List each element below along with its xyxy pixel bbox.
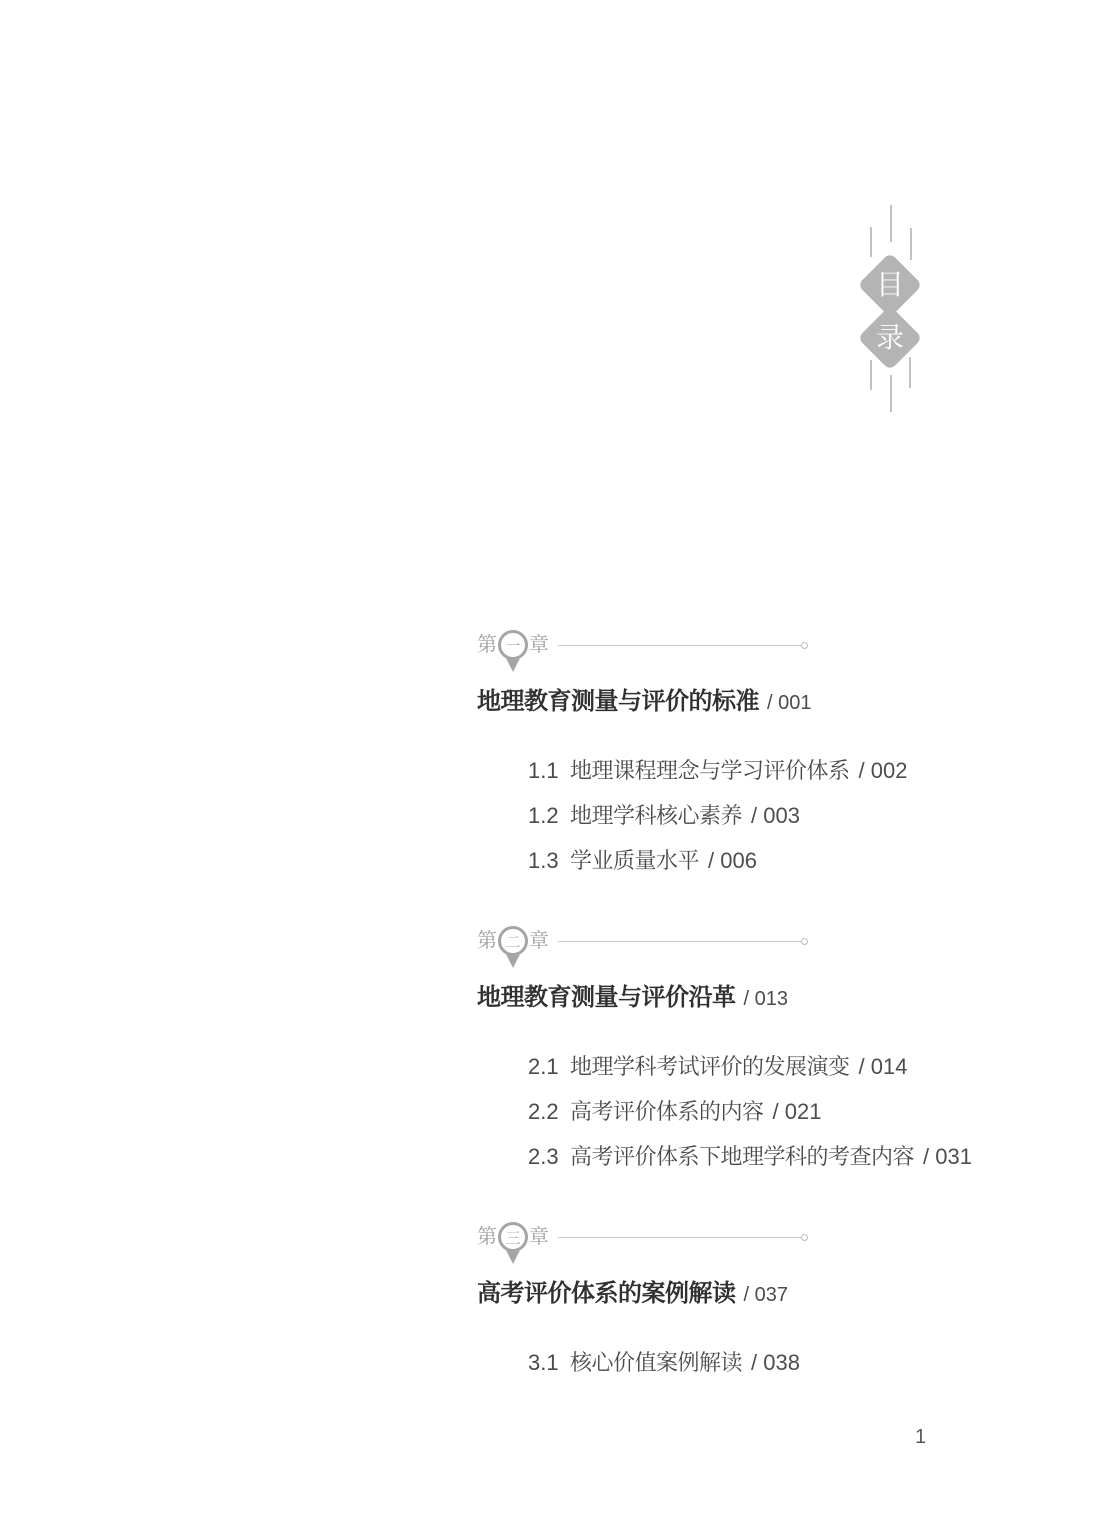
chapter-number-glyph: 一	[498, 630, 528, 660]
chapter-marker-prefix: 第	[477, 930, 497, 952]
chapter-block-1	[477, 630, 977, 894]
chapter-title-text: 地理教育测量与评价的标准	[477, 688, 759, 715]
toc-entry-3-1	[528, 1351, 977, 1374]
section-page-ref: / 031	[923, 1144, 972, 1169]
section-title: 地理课程理念与学习评价体系	[570, 758, 850, 783]
chapter-2-marker	[477, 926, 808, 956]
toc-badge-char-bottom: 录	[875, 321, 905, 353]
section-title: 地理学科考试评价的发展演变	[570, 1054, 850, 1079]
toc-entry-1-3	[528, 849, 977, 872]
divider-end-dot-icon	[801, 642, 808, 649]
section-page-ref: / 006	[708, 848, 757, 873]
section-page-ref: / 021	[772, 1099, 822, 1124]
chapter-number-glyph: 三	[498, 1222, 528, 1252]
badge-line-top-right	[910, 228, 912, 260]
section-number: 2.2	[528, 1099, 559, 1124]
toc-entry-1-1	[528, 759, 977, 782]
section-number: 3.1	[528, 1350, 559, 1375]
chapter-title-text: 地理教育测量与评价沿革	[477, 984, 736, 1011]
section-title: 高考评价体系的内容	[570, 1099, 764, 1124]
chapter-3-section-list	[477, 1351, 977, 1374]
toc-entry-2-2	[528, 1100, 977, 1123]
badge-line-bottom-left	[870, 360, 872, 390]
chapter-page-ref: / 037	[743, 1284, 788, 1306]
section-number: 2.3	[528, 1144, 559, 1169]
section-page-ref: / 038	[751, 1350, 800, 1375]
chapter-marker-suffix: 章	[529, 634, 549, 656]
chapter-marker-prefix: 第	[477, 634, 497, 656]
divider-line	[558, 941, 808, 942]
chapter-2-section-list	[477, 1055, 977, 1168]
section-title: 地理学科核心素养	[570, 803, 743, 828]
badge-line-top-left	[870, 227, 872, 257]
chapter-title-text: 高考评价体系的案例解读	[477, 1280, 736, 1307]
toc-entry-2-3	[528, 1145, 977, 1168]
location-pin-icon	[498, 630, 528, 660]
chapter-page-ref: / 013	[743, 988, 788, 1010]
badge-line-bottom-right	[909, 357, 911, 388]
chapter-2-title	[477, 984, 977, 1013]
section-title: 学业质量水平	[570, 848, 700, 873]
toc-entry-1-2	[528, 804, 977, 827]
divider-end-dot-icon	[801, 938, 808, 945]
section-number: 1.3	[528, 848, 559, 873]
chapter-page-ref: / 001	[767, 692, 812, 714]
section-page-ref: / 003	[751, 803, 800, 828]
section-page-ref: / 014	[858, 1054, 908, 1079]
toc-entry-2-1	[528, 1055, 977, 1078]
badge-line-top-center	[890, 205, 892, 242]
chapter-marker-prefix: 第	[477, 1226, 497, 1248]
location-pin-icon	[498, 926, 528, 956]
chapter-block-2	[477, 926, 977, 1190]
divider-line	[558, 1237, 808, 1238]
page-number: 1	[915, 1426, 927, 1448]
toc-badge-diamond-bottom	[857, 305, 922, 370]
chapter-1-title	[477, 688, 977, 717]
section-number: 2.1	[528, 1054, 559, 1079]
section-title: 高考评价体系下地理学科的考查内容	[570, 1144, 915, 1169]
chapter-1-marker	[477, 630, 808, 660]
chapter-number-glyph: 二	[498, 926, 528, 956]
badge-line-bottom-center	[890, 375, 892, 412]
section-page-ref: / 002	[858, 758, 908, 783]
chapter-3-title	[477, 1280, 977, 1309]
section-title: 核心价值案例解读	[570, 1350, 743, 1375]
chapter-3-marker	[477, 1222, 808, 1252]
location-pin-icon	[498, 1222, 528, 1252]
divider-line	[558, 645, 808, 646]
section-number: 1.1	[528, 758, 559, 783]
chapter-marker-suffix: 章	[529, 1226, 549, 1248]
chapter-block-3	[477, 1222, 977, 1396]
divider-end-dot-icon	[801, 1234, 808, 1241]
chapter-marker-suffix: 章	[529, 930, 549, 952]
section-number: 1.2	[528, 803, 559, 828]
chapter-1-section-list	[477, 759, 977, 872]
toc-badge-char-top: 目	[875, 268, 905, 300]
